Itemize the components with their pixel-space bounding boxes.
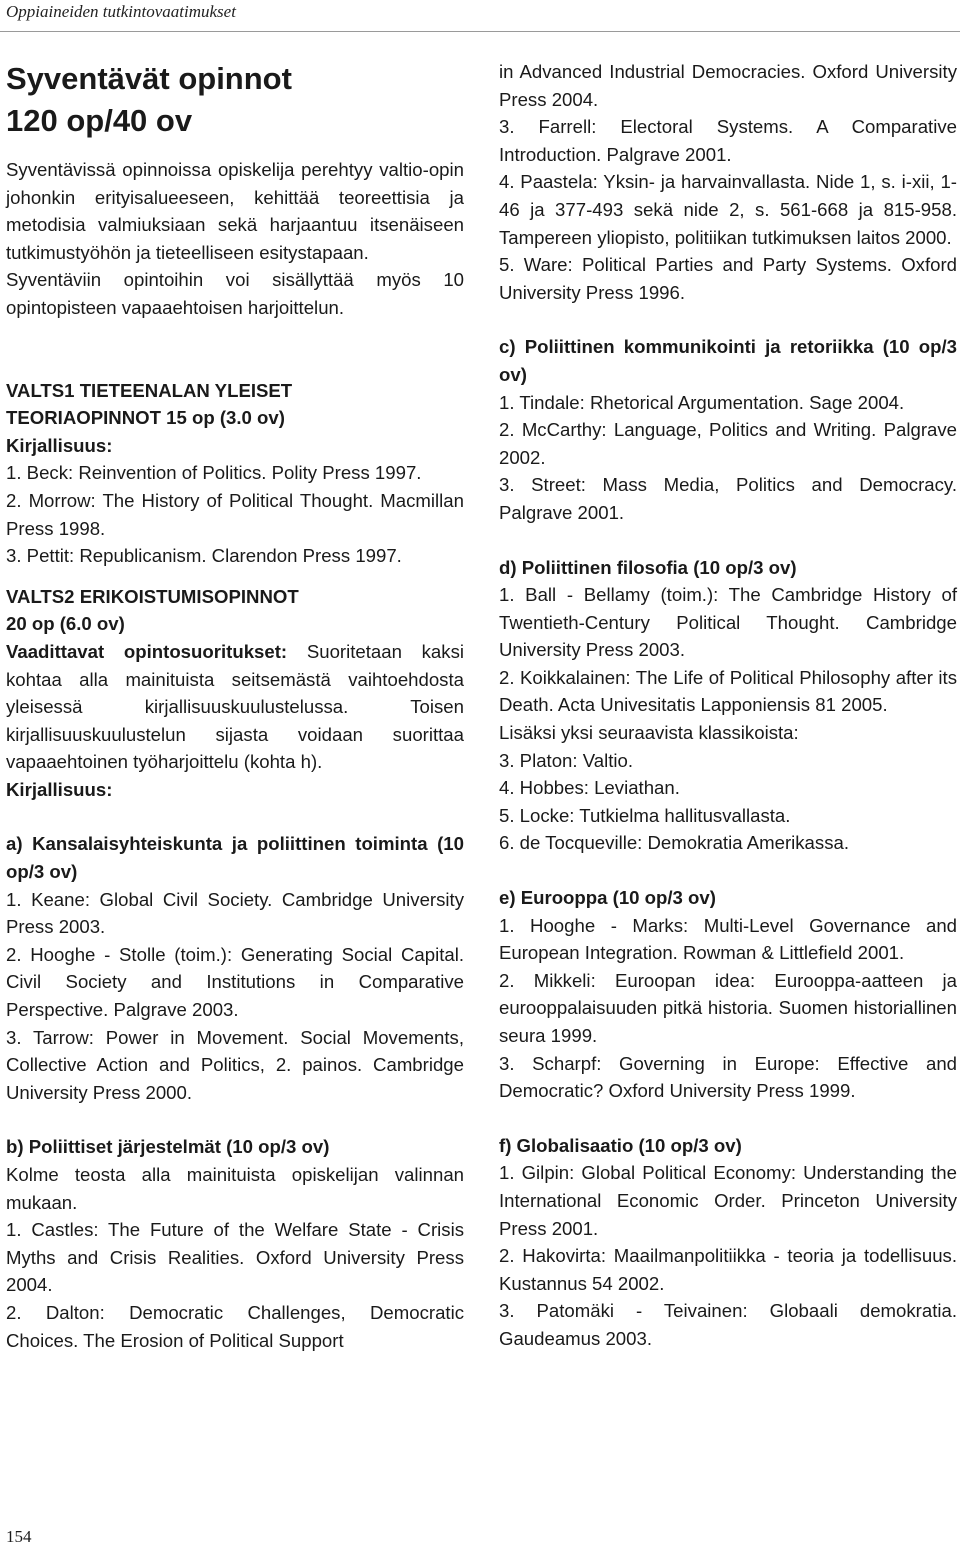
valts2-heading-line2: 20 op (6.0 ov)	[6, 613, 125, 635]
list-item: 4. Paastela: Yksin- ja harvainvallasta. Nide 1, s. i-xii, 1-46 ja 377-493 sekä nide 2, s. 561-668 ja 815-958. Tampereen yliopisto, politiikan tutkimuksen laitos 2000.	[499, 171, 957, 248]
valts1-section	[6, 377, 464, 570]
literature-label: Kirjallisuus:	[6, 434, 113, 456]
intro-paragraph: Syventävissä opinnoissa opiskelija perehtyy valtio-opin johonkin erityisalueeseen, kehittää teoreettisia ja metodisia valmiuksiaan sekä harjaantuu itsenäiseen tutkimustyöhön ja tieteelliseen esitystapaan.	[6, 159, 464, 263]
list-item: 2. Mikkeli: Euroopan idea: Eurooppa-aatteen ja eurooppalaisuuden pitkä historia. Suomen historiallinen seura 1999.	[499, 969, 957, 1046]
requirements-text: Suoritetaan kaksi kohtaa alla mainituista seitsemästä vaihtoehdosta yleisessä kirjallisuuskuulustelussa. Toisen kirjallisuuskuulustelun sijasta voidaan suorittaa vapaaehtoinen työharjoittelu (kohta h).	[6, 640, 464, 773]
section-c-heading: c) Poliittinen kommunikointi ja retoriikka (10 op/3 ov)	[499, 336, 957, 385]
list-item: 2. McCarthy: Language, Politics and Writing. Palgrave 2002.	[499, 419, 957, 468]
list-item: 3. Farrell: Electoral Systems. A Comparative Introduction. Palgrave 2001.	[499, 116, 957, 165]
list-item: 1. Ball - Bellamy (toim.): The Cambridge History of Twentieth-Century Political Thought. Cambridge University Press 2003.	[499, 584, 957, 661]
valts2-heading-line1: VALTS2 ERIKOISTUMISOPINNOT	[6, 585, 299, 607]
valts1-heading	[6, 377, 464, 432]
list-item: 3. Platon: Valtio.	[499, 749, 634, 771]
list-item: Lisäksi yksi seuraavista klassikoista:	[499, 722, 799, 744]
section-a-heading: a) Kansalaisyhteiskunta ja poliittinen toiminta (10 op/3 ov)	[6, 833, 464, 883]
list-item: 1. Tindale: Rhetorical Argumentation. Sage 2004.	[499, 391, 905, 413]
valts1-heading-line1: VALTS1 TIETEENALAN YLEISET	[6, 379, 293, 401]
list-item: 1. Beck: Reinvention of Politics. Polity Press 1997.	[6, 462, 422, 484]
list-item: 3. Scharpf: Governing in Europe: Effective and Democratic? Oxford University Press 1999.	[499, 1052, 957, 1102]
list-item: 2. Dalton: Democratic Challenges, Democratic Choices. The Erosion of Political Support	[6, 1301, 464, 1351]
section-b-intro: Kolme teosta alla mainituista opiskelijan valinnan mukaan.	[6, 1164, 464, 1213]
section-b	[6, 1133, 464, 1354]
section-f	[499, 1132, 957, 1353]
list-item: 3. Patomäki - Teivainen: Globaali demokratia. Gaudeamus 2003.	[499, 1300, 957, 1349]
left-column	[6, 58, 464, 1354]
section-c	[499, 333, 957, 526]
page-number: 154	[6, 1527, 32, 1546]
right-column	[499, 58, 957, 1353]
list-item: 2. Morrow: The History of Political Thought. Macmillan Press 1998.	[6, 489, 464, 539]
list-item: 3. Street: Mass Media, Politics and Democracy. Palgrave 2001.	[499, 474, 957, 523]
chapter-title	[6, 58, 464, 142]
running-title: Oppiaineiden tutkintovaatimukset	[6, 2, 236, 21]
internship-paragraph: Syventäviin opintoihin voi sisällyttää myös 10 opintopisteen vapaaehtoisen harjoittelun.	[6, 269, 464, 318]
section-d-heading: d) Poliittinen filosofia (10 op/3 ov)	[499, 556, 797, 578]
header-rule	[0, 31, 960, 32]
list-item: 3. Pettit: Republicanism. Clarendon Press 1997.	[6, 545, 402, 567]
requirements-label: Vaadittavat opintosuoritukset:	[6, 640, 288, 662]
literature-label: Kirjallisuus:	[6, 778, 113, 800]
list-item: 1. Gilpin: Global Political Economy: Understanding the International Economic Order. Princeton University Press 2001.	[499, 1162, 957, 1239]
list-item: 1. Keane: Global Civil Society. Cambridge University Press 2003.	[6, 888, 464, 938]
list-item: 2. Koikkalainen: The Life of Political Philosophy after its Death. Acta Univesitatis Lapponiensis 81 2005.	[499, 666, 957, 716]
list-item: in Advanced Industrial Democracies. Oxford University Press 2004.	[499, 61, 957, 110]
valts1-heading-line2: TEORIAOPINNOT 15 op (3.0 ov)	[6, 407, 285, 429]
requirements-paragraph	[6, 638, 464, 776]
section-e-heading: e) Eurooppa (10 op/3 ov)	[499, 887, 716, 909]
list-item: 2. Hakovirta: Maailmanpolitiikka - teoria ja todellisuus. Kustannus 54 2002.	[499, 1245, 957, 1294]
section-e	[499, 884, 957, 1105]
list-item: 5. Locke: Tutkielma hallitusvallasta.	[499, 804, 791, 826]
valts2-heading	[6, 583, 464, 638]
list-item: 4. Hobbes: Leviathan.	[499, 777, 680, 799]
list-item: 1. Castles: The Future of the Welfare State - Crisis Myths and Crisis Realities. Oxford University Press 2004.	[6, 1219, 464, 1296]
section-a	[6, 830, 464, 1106]
list-item: 6. de Tocqueville: Demokratia Amerikassa.	[499, 832, 850, 854]
list-item: 5. Ware: Political Parties and Party Systems. Oxford University Press 1996.	[499, 254, 957, 303]
section-b-heading: b) Poliittiset järjestelmät (10 op/3 ov)	[6, 1136, 330, 1158]
chapter-title-line2: 120 op/40 ov	[6, 103, 193, 138]
valts2-section	[6, 583, 464, 804]
chapter-title-line1: Syventävät opinnot	[6, 61, 292, 96]
list-item: 3. Tarrow: Power in Movement. Social Movements, Collective Action and Politics, 2. painos. Cambridge University Press 2000.	[6, 1026, 464, 1103]
section-f-heading: f) Globalisaatio (10 op/3 ov)	[499, 1134, 742, 1156]
list-item: 1. Hooghe - Marks: Multi-Level Governance and European Integration. Rowman & Littlefield 2001.	[499, 914, 957, 964]
section-b-continued	[499, 58, 957, 306]
section-d	[499, 554, 957, 858]
list-item: 2. Hooghe - Stolle (toim.): Generating Social Capital. Civil Society and Institutions in Comparative Perspective. Palgrave 2003.	[6, 943, 464, 1021]
